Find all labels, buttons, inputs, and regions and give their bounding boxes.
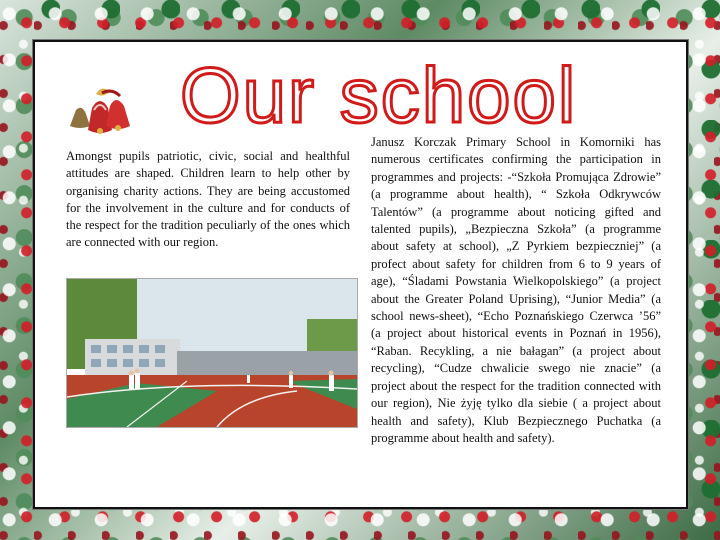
projects-paragraph: Janusz Korczak Primary School in Komorniki has numerous certificates confirming the participation in programmes and projects: -“Szkoła Promująca Zdrowie” (a programme about health), “ Szkoła Odkrywców Talentów” (a programme about noticing gifted and talented pupils), „Bezpieczna Szkoła” (a programme about safety at school), „Z Pyrkiem bezpieczniej” (a profect about safety for children from 6 to 9 years of age), “Śladami Powstania Wielkopolskiego” (a project about the Greater Poland Uprising), “Junior Media” (a school news-sheet), “Echo Poznańskiego Czerwca ’56” (a project about historical events in Poznań in 1956), “Raban. Recykling, a nie bałagan” (a project about recycling), “Cudze chwalicie swego nie znacie” (a project about the respect for the tradition connected with our region), Nie żyję tylko dla siebie ( a project about health and safety), Klub Bezpiecznego Puchatka (a programme about health and safety).: [371, 135, 661, 445]
slide-title: Our school: [180, 51, 578, 139]
christmas-bells-icon: [66, 84, 136, 136]
intro-paragraph: Amongst pupils patriotic, civic, social and healthful attitudes are shaped. Children learn to help other by organising charity actions. They are being accustomed for the involvement in the culture and for conducts of the respect for the tradition peculiarly of the ones which are connected with our region.: [66, 149, 350, 250]
school-sports-court-photo: [66, 278, 358, 428]
